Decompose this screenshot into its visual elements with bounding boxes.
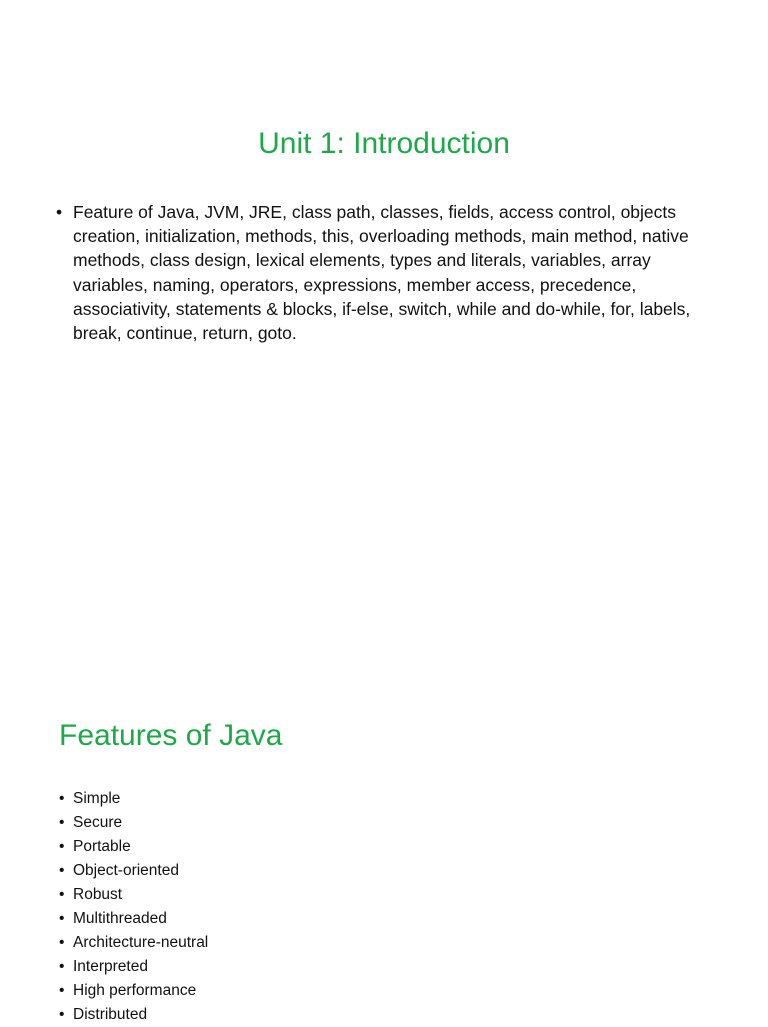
bullet-icon: • (59, 790, 65, 807)
bullet-icon: • (59, 982, 65, 999)
list-item (59, 1003, 208, 1027)
bullet-icon: • (59, 910, 65, 927)
list-item (59, 979, 208, 1003)
bullet-text: Robust (73, 886, 123, 903)
bullet-icon: • (59, 934, 65, 951)
bullet-icon: • (59, 1006, 65, 1023)
list-item (56, 200, 716, 345)
bullet-text: Interpreted (73, 958, 148, 975)
bullet-text: Simple (73, 790, 121, 807)
slide-title: Unit 1: Introduction (258, 127, 510, 160)
slide-title: Features of Java (59, 719, 283, 752)
list-item (59, 907, 208, 931)
bullet-text: Secure (73, 814, 123, 831)
bullet-list (59, 787, 208, 1027)
list-item (59, 787, 208, 811)
bullet-text: Portable (73, 838, 131, 855)
bullet-text: Architecture-neutral (73, 934, 209, 951)
list-item (59, 835, 208, 859)
bullet-icon: • (59, 958, 65, 975)
list-item (59, 859, 208, 883)
bullet-text: Distributed (73, 1006, 148, 1023)
bullet-icon: • (59, 814, 65, 831)
bullet-text: Object-oriented (73, 862, 179, 879)
list-item (59, 811, 208, 835)
slide-features-of-java (0, 560, 768, 1024)
bullet-list (56, 200, 716, 345)
list-item (59, 883, 208, 907)
list-item (59, 955, 208, 979)
bullet-text: Feature of Java, JVM, JRE, class path, classes, fields, access control, objects creation, initialization, methods, this, overloading methods, main method, native methods, class design, lexical elements, types and literals, variables, array variables, naming, operators, expressions, member access, precedence, associativity, statements & blocks, if-else, switch, while and do-while, for, labels, break, continue, return, goto. (73, 202, 691, 344)
bullet-icon: • (59, 862, 65, 879)
bullet-icon: • (56, 202, 63, 222)
bullet-text: Multithreaded (73, 910, 167, 927)
bullet-icon: • (59, 886, 65, 903)
bullet-text: High performance (73, 982, 197, 999)
list-item (59, 931, 208, 955)
bullet-icon: • (59, 838, 65, 855)
